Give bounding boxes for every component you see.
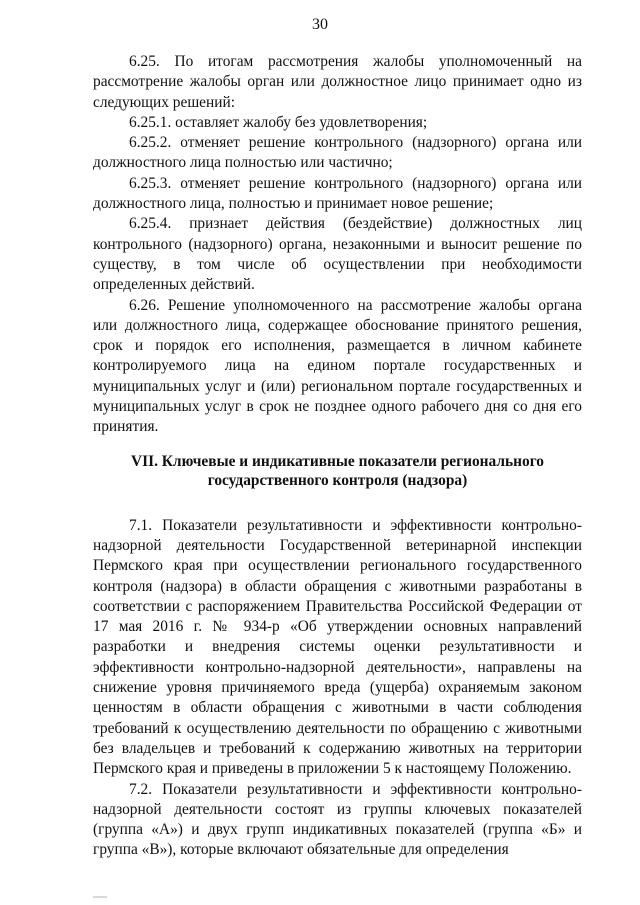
- section-heading-line-1: VII. Ключевые и индикативные показатели регионального: [130, 452, 544, 470]
- paragraph-6-25: 6.25. По итогам рассмотрения жалобы уполномоченный на рассмотрение жалобы орган или должностное лицо принимает одно из следующих решений:: [93, 53, 582, 111]
- paragraph-6-25-3: 6.25.3. отменяет решение контрольного (надзорного) органа или должностного лица, полностью и принимает новое решение;: [93, 174, 582, 213]
- scan-mark: [93, 896, 107, 898]
- paragraph-6-26: 6.26. Решение уполномоченного на рассмотрение жалобы органа или должностного лица, содержащее обоснование принятого решения, срок и порядок его исполнения, размещается в личном кабинете контролируемого лица на едином портале государственных и муниципальных услуг и (или) региональном портале государственных и муниципальных услуг в срок не позднее одного рабочего дня со дня его принятия.: [93, 296, 582, 436]
- page-number: 30: [312, 16, 328, 33]
- paragraph-7-1: 7.1. Показатели результативности и эффективности контрольно-надзорной деятельности Государственной ветеринарной инспекции Пермского края при осуществлении регионального государственного контроля (надзора) в области обращения с животными разработаны в соответствии с распоряжением Правительства Российской Федерации от 17 мая 2016 г. № 934-р «Об утверждении основных направлений разработки и внедрения системы оценки результативности и эффективности контрольно-надзорной деятельности», направлены на снижение уровня причиняемого вреда (ущерба) охраняемым законом ценностям в области обращения с животными в части соблюдения требований к осуществлению деятельности по обращению с животными без владельцев и требований к содержанию животных на территории Пермского края и приведены в приложении 5 к настоящему Положению.: [93, 516, 582, 778]
- paragraph-7-2: 7.2. Показатели результативности и эффективности контрольно-надзорной деятельности состоят из группы ключевых показателей (группа «А») и двух групп индикативных показателей (группа «Б» и группа «В»), которые включают обязательные для определения: [93, 780, 582, 859]
- section-heading: [93, 452, 582, 490]
- paragraph-6-25-4: 6.25.4. признает действия (бездействие) должностных лиц контрольного (надзорного) органа, незаконными и выносит решение по существу, в том числе об осуществлении при необходимости определенных действий.: [93, 215, 582, 294]
- paragraph-6-25-2: 6.25.2. отменяет решение контрольного (надзорного) органа или должностного лица полностью или частично;: [93, 134, 582, 172]
- section-heading-line-2: государственного контроля (надзора): [207, 471, 468, 489]
- document-body: [93, 52, 582, 861]
- paragraph-6-25-1: 6.25.1. оставляет жалобу без удовлетворения;: [129, 113, 428, 131]
